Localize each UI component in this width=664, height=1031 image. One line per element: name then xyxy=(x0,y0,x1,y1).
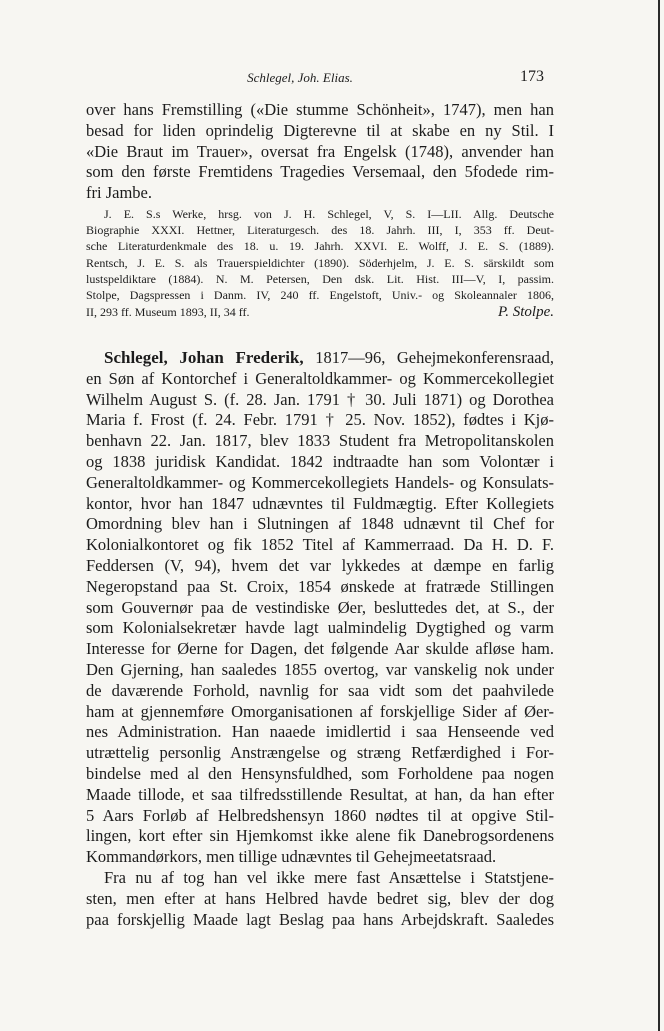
text-line: som Gouvernør paa de vestindiske Øer, besluttedes det, at S., der xyxy=(86,597,554,617)
text-line: Generaltoldkammer- og Kommercekollegiets Handels- og Konsulats- xyxy=(86,472,554,492)
page-number: 173 xyxy=(520,68,544,85)
reference-last-line xyxy=(86,303,554,321)
page-header xyxy=(0,68,664,92)
text-line: en Søn af Kontorchef i Generaltoldkammer- og Kommercekollegiet xyxy=(86,368,554,388)
text-line: Fra nu af tog han vel ikke mere fast Ansættelse i Statstjene- xyxy=(104,867,554,887)
reference-line: sche Literaturdenkmale des 18. u. 19. Jahrh. XXVI. E. Wolff, J. E. S. (1889). xyxy=(86,239,554,254)
text-line: lingen, kort efter sin Hjemkomst ikke alene fik Danebrogsordenens xyxy=(86,826,554,846)
article-first-line-rest: 1817—96, Gehejmekonferensraad, xyxy=(303,348,554,367)
text-line: som den første Fremtidens Tragedies Versemaal, den 5fodede rim- xyxy=(86,162,554,182)
text-line: ham at gjennemføre Omorganisationen af forskjellige Sider af Øer- xyxy=(86,701,554,721)
reference-line: II, 293 ff. Museum 1893, II, 34 ff. xyxy=(86,305,250,320)
text-line: 5 Aars Forløb af Helbredshensyn 1860 nødtes til at opgive Stil- xyxy=(86,805,554,825)
reference-line: Rentsch, J. E. S. als Trauerspieldichter (1890). Söderhjelm, J. E. S. särskildt som xyxy=(86,255,554,270)
text-line: de daværende Forhold, navnlig for saa vidt som det paahvilede xyxy=(86,680,554,700)
text-line: benhavn 22. Jan. 1817, blev 1833 Student fra Metropolitanskolen xyxy=(86,431,554,451)
text-line: sten, men efter at hans Helbred havde bedret sig, blev der dog xyxy=(86,888,554,908)
text-line: fri Jambe. xyxy=(86,183,152,203)
reference-line: Biographie XXXI. Hettner, Literaturgesch. des 18. Jahrh. III, I, 353 ff. Deut- xyxy=(86,223,554,238)
text-line: Omordning blev han i Slutningen af 1848 udnævnt til Chef for xyxy=(86,514,554,534)
text-line: kontor, hvor han 1847 udnævntes til Fuldmægtig. Efter Kollegiets xyxy=(86,493,554,513)
text-line: utrættelig personlig Anstrængelse og stræng Retfærdighed i For- xyxy=(86,743,554,763)
references xyxy=(86,206,554,321)
article-first-line xyxy=(86,348,554,369)
text-line: «Die Braut im Trauer», oversat fra Engelsk (1748), anvender han xyxy=(86,141,554,161)
article-body xyxy=(86,348,554,930)
text-line: Kommandørkors, men tillige udnævntes til Gehejmeetatsraad. xyxy=(86,847,497,867)
reference-line: J. E. S.s Werke, hrsg. von J. H. Schlegel, V, S. I—LII. Allg. Deutsche xyxy=(104,207,554,221)
page-edge-rule xyxy=(658,0,660,1031)
text-line: bindelse med al den Hensynsfuldhed, som Forholdene paa nogen xyxy=(86,763,554,783)
text-line: Wilhelm August S. (f. 28. Jan. 1791 † 30. Juli 1871) og Dorothea xyxy=(86,389,554,409)
reference-line: Stolpe, Dagspressen i Danm. IV, 240 ff. Engelstoft, Univ.- og Skoleannaler 1806, xyxy=(86,287,554,302)
text-line: Negeropstand paa St. Croix, 1854 ønskede at fratræde Stillingen xyxy=(86,576,554,596)
text-line: over hans Fremstilling («Die stumme Schönheit», 1747), men han xyxy=(86,100,554,119)
running-title: Schlegel, Joh. Elias. xyxy=(247,70,353,85)
text-line: Interesse for Øerne for Dagen, det følgende Aar skulde afløse ham. xyxy=(86,639,554,659)
text-line: paa forskjellig Maade lagt Beslag paa hans Arbejdskraft. Saaledes xyxy=(86,909,554,929)
article-headword: Schlegel, Johan Frederik, xyxy=(104,348,304,367)
continuation-paragraph xyxy=(86,100,554,204)
text-line: Maade tillode, et saa tilfredsstillende Resultat, at han, da han efter xyxy=(86,784,554,804)
text-line: Maria f. Frost (f. 24. Febr. 1791 † 25. Nov. 1852), fødtes i Kjø- xyxy=(86,410,554,430)
text-line: besad for liden oprindelig Digterevne til at skabe en ny Stil. I xyxy=(86,120,554,140)
author-signature: P. Stolpe. xyxy=(498,304,554,321)
reference-line: lustspeldiktare (1884). N. M. Petersen, Den dsk. Lit. Hist. III—V, I, passim. xyxy=(86,271,554,286)
text-line: nes Administration. Han naaede imidlertid i saa Henseende ved xyxy=(86,722,554,742)
text-line: Den Gjerning, han saaledes 1855 overtog, var vanskelig nok under xyxy=(86,659,554,679)
text-line: som Kolonialsekretær havde lagt ualmindelig Dygtighed og varm xyxy=(86,618,554,638)
text-line: Feddersen (V, 94), hvem det var lykkedes at dæmpe en farlig xyxy=(86,555,554,575)
text-line: og 1838 juridisk Kandidat. 1842 indtraadte han som Volontær i xyxy=(86,451,554,471)
text-line: Kolonialkontoret og fik 1852 Titel af Kammerraad. Da H. D. F. xyxy=(86,535,554,555)
